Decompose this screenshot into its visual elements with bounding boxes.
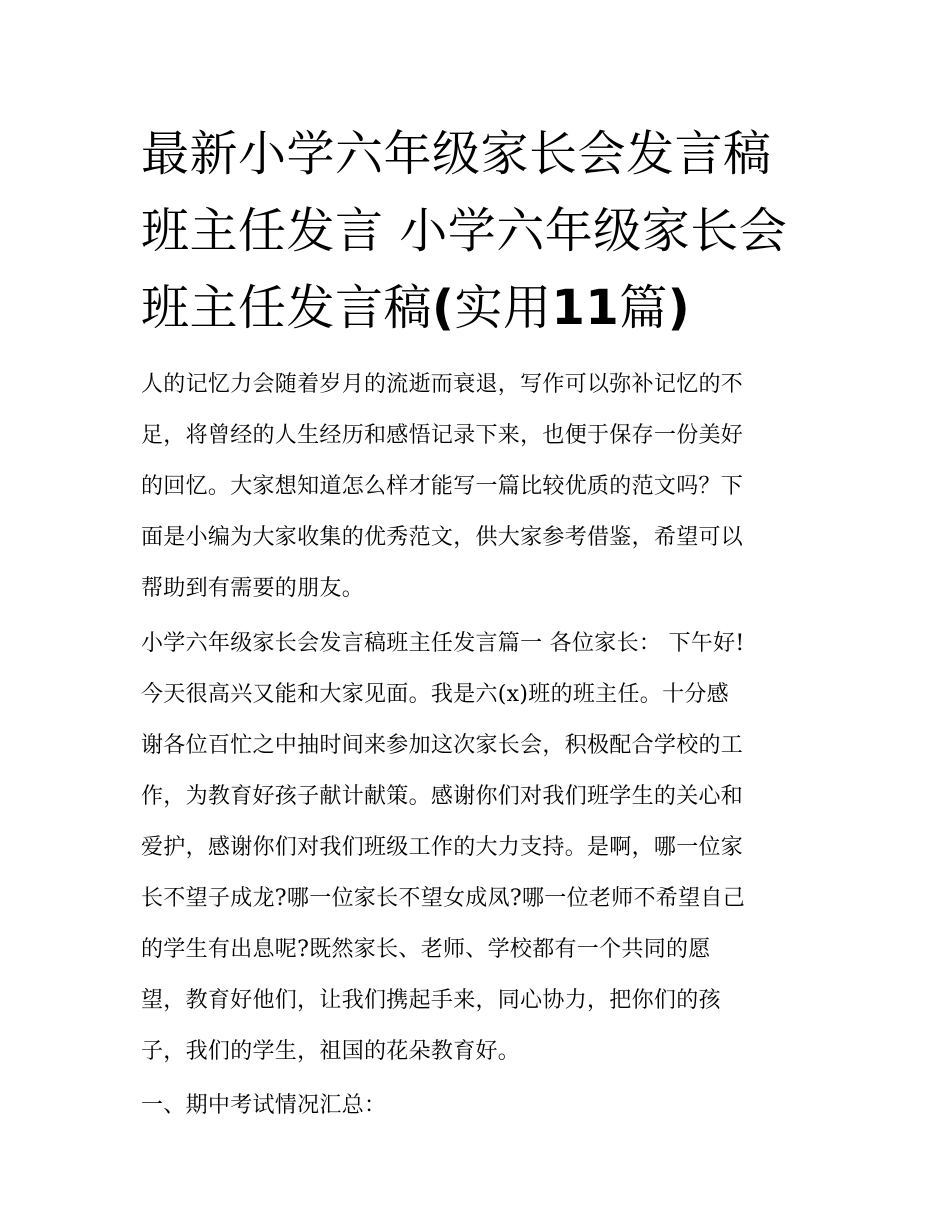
paragraph-line: 谢各位百忙之中抽时间来参加这次家长会，积极配合学校的工 <box>141 733 744 758</box>
paragraph-line: 小学六年级家长会发言稿班主任发言篇一 各位家长： 下午好! <box>141 631 745 656</box>
intro-paragraph <box>141 359 813 614</box>
paragraph-line: 足，将曾经的人生经历和感悟记录下来，也便于保存一份美好 <box>141 423 744 448</box>
document-title <box>141 116 813 347</box>
speech-paragraph <box>141 618 813 1077</box>
section-heading-text: 一、期中考试情况汇总： <box>141 1093 387 1118</box>
title-line: 最新小学六年级家长会发言稿 <box>141 126 772 182</box>
paragraph-line: 作，为教育好孩子献计献策。感谢你们对我们班学生的关心和 <box>141 784 744 809</box>
paragraph-line: 子，我们的学生，祖国的花朵教育好。 <box>141 1039 521 1064</box>
paragraph-line: 的回忆。大家想知道怎么样才能写一篇比较优质的范文吗？下 <box>141 474 744 499</box>
paragraph-line: 长不望子成龙?哪一位家长不望女成凤?哪一位老师不希望自己 <box>141 886 745 911</box>
paragraph-line: 帮助到有需要的朋友。 <box>141 576 365 601</box>
paragraph-line: 面是小编为大家收集的优秀范文，供大家参考借鉴，希望可以 <box>141 525 744 550</box>
section-heading <box>141 1080 813 1131</box>
title-line: 班主任发言稿(实用11篇) <box>141 280 691 336</box>
paragraph-line: 望，教育好他们，让我们携起手来，同心协力，把你们的孩 <box>141 988 721 1013</box>
paragraph-line: 的学生有出息呢?既然家长、老师、学校都有一个共同的愿 <box>141 937 711 962</box>
paragraph-line: 爱护，感谢你们对我们班级工作的大力支持。是啊，哪一位家 <box>141 835 744 860</box>
paragraph-line: 人的记忆力会随着岁月的流逝而衰退，写作可以弥补记忆的不 <box>141 372 744 397</box>
document-body <box>141 116 813 1131</box>
title-line: 班主任发言 小学六年级家长会 <box>141 203 788 259</box>
paragraph-line: 今天很高兴又能和大家见面。我是六(x)班的班主任。十分感 <box>141 682 729 707</box>
